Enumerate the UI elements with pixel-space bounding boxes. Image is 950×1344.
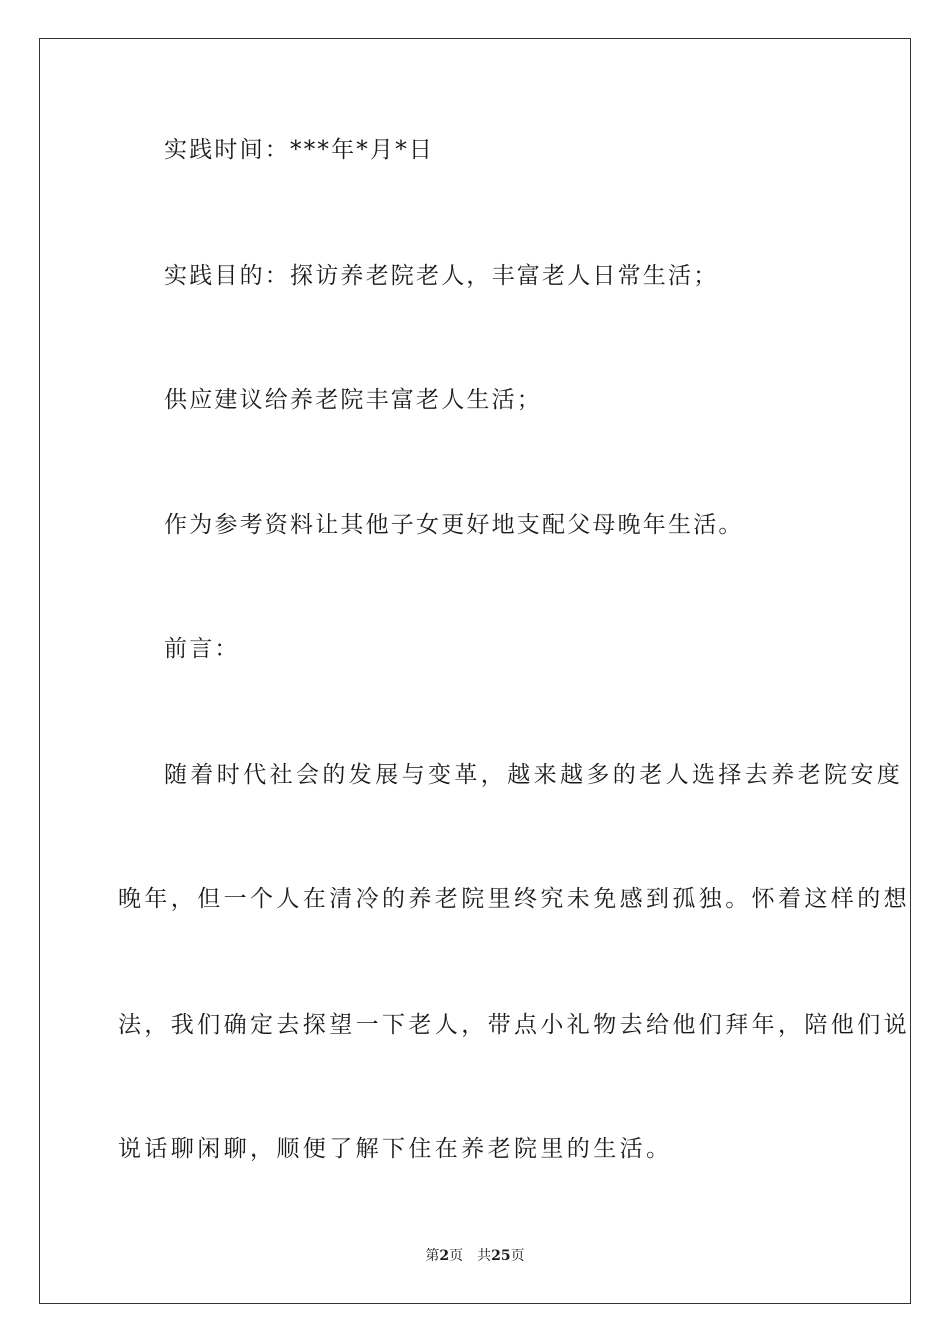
total-pages: 25 [491, 1248, 511, 1264]
total-suffix: 页 [510, 1248, 525, 1264]
preface-paragraph-line-2: 晚年，但一个人在清冷的养老院里终究未免感到孤独。怀着这样的想 [118, 886, 910, 912]
preface-heading: 前言： [164, 636, 240, 662]
page-prefix: 第 [425, 1248, 440, 1264]
purpose-item-reference: 作为参考资料让其他子女更好地支配父母晚年生活。 [164, 512, 744, 538]
preface-paragraph-line-3: 法，我们确定去探望一下老人，带点小礼物去给他们拜年，陪他们说 [118, 1012, 910, 1038]
page-number: 2 [439, 1248, 450, 1264]
practice-purpose-line: 实践目的：探访养老院老人，丰富老人日常生活； [164, 263, 719, 289]
page-footer [0, 1246, 950, 1266]
preface-paragraph-line-1: 随着时代社会的发展与变革，越来越多的老人选择去养老院安度 [164, 762, 904, 788]
total-prefix: 共 [477, 1248, 492, 1264]
preface-paragraph-line-4: 说话聊闲聊，顺便了解下住在养老院里的生活。 [118, 1136, 673, 1162]
practice-time-line: 实践时间：***年*月*日 [164, 137, 435, 163]
page-suffix: 页 [449, 1248, 464, 1264]
page-frame [39, 38, 911, 1304]
purpose-item-suggestions: 供应建议给养老院丰富老人生活； [164, 387, 542, 413]
